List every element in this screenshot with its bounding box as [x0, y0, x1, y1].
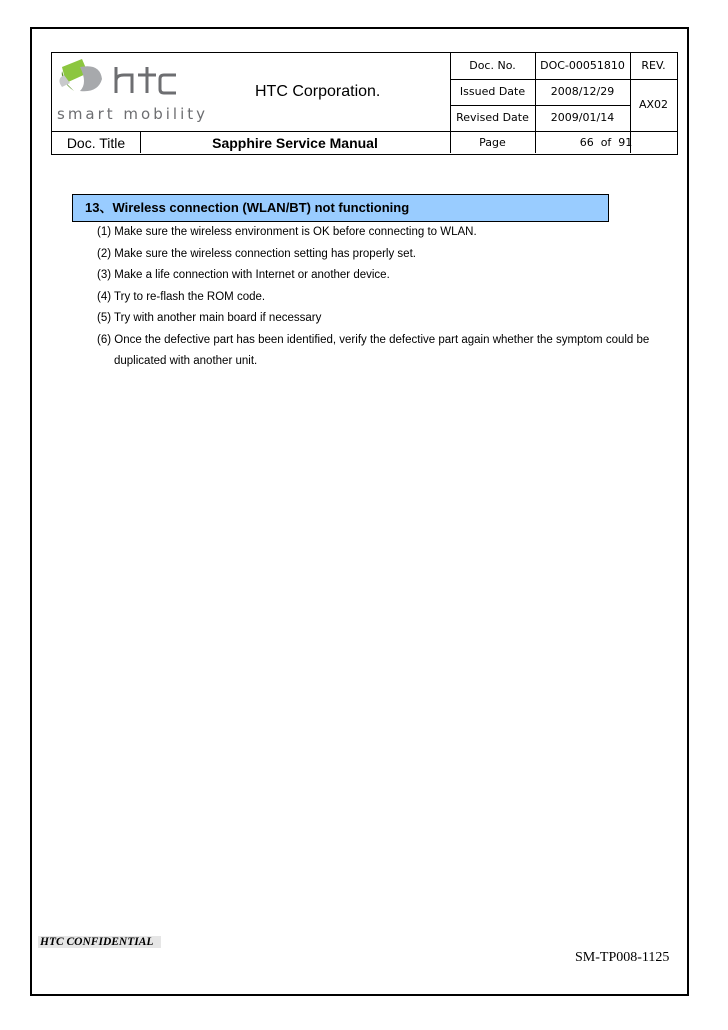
company-name: HTC Corporation.: [255, 83, 381, 100]
step-item: (1) Make sure the wireless environment is OK before connecting to WLAN.: [97, 226, 477, 238]
step-item: (5) Try with another main board if necessary: [97, 312, 322, 324]
revised-date-value: 2009/01/14: [550, 111, 615, 124]
logo-tagline: smart mobility: [57, 105, 209, 123]
page-frame: [30, 27, 689, 996]
troubleshooting-steps: [97, 222, 697, 373]
form-number: SM-TP008-1125: [575, 950, 670, 965]
logo: [52, 53, 452, 131]
confidential-label: HTC CONFIDENTIAL: [38, 936, 161, 948]
step-item: (4) Try to re-flash the ROM code.: [97, 290, 266, 303]
rev-value: AX02: [638, 98, 669, 111]
step-item: (2) Make sure the wireless connection setting has properly set.: [97, 247, 416, 260]
doc-title-value: Sapphire Service Manual: [212, 135, 378, 151]
doc-no-label: Doc. No.: [469, 59, 516, 72]
issued-date-label: Issued Date: [459, 85, 526, 98]
document-header: [51, 52, 678, 155]
rev-label: REV.: [641, 59, 666, 72]
issued-date-value: 2008/12/29: [550, 85, 615, 98]
section-heading: 13、Wireless connection (WLAN/BT) not functioning: [72, 194, 609, 222]
revised-date-label: Revised Date: [456, 111, 529, 124]
page-label: Page: [479, 136, 506, 149]
doc-title-label: Doc. Title: [66, 135, 126, 151]
doc-no-value: DOC-00051810: [540, 59, 625, 72]
step-item-continued: duplicated with another unit.: [114, 355, 258, 367]
step-item: (6) Once the defective part has been identified, verify the defective part again whether the symptom could be: [97, 333, 650, 346]
page-number: 66 of 91: [579, 136, 633, 149]
step-item: (3) Make a life connection with Internet or another device.: [97, 269, 390, 281]
